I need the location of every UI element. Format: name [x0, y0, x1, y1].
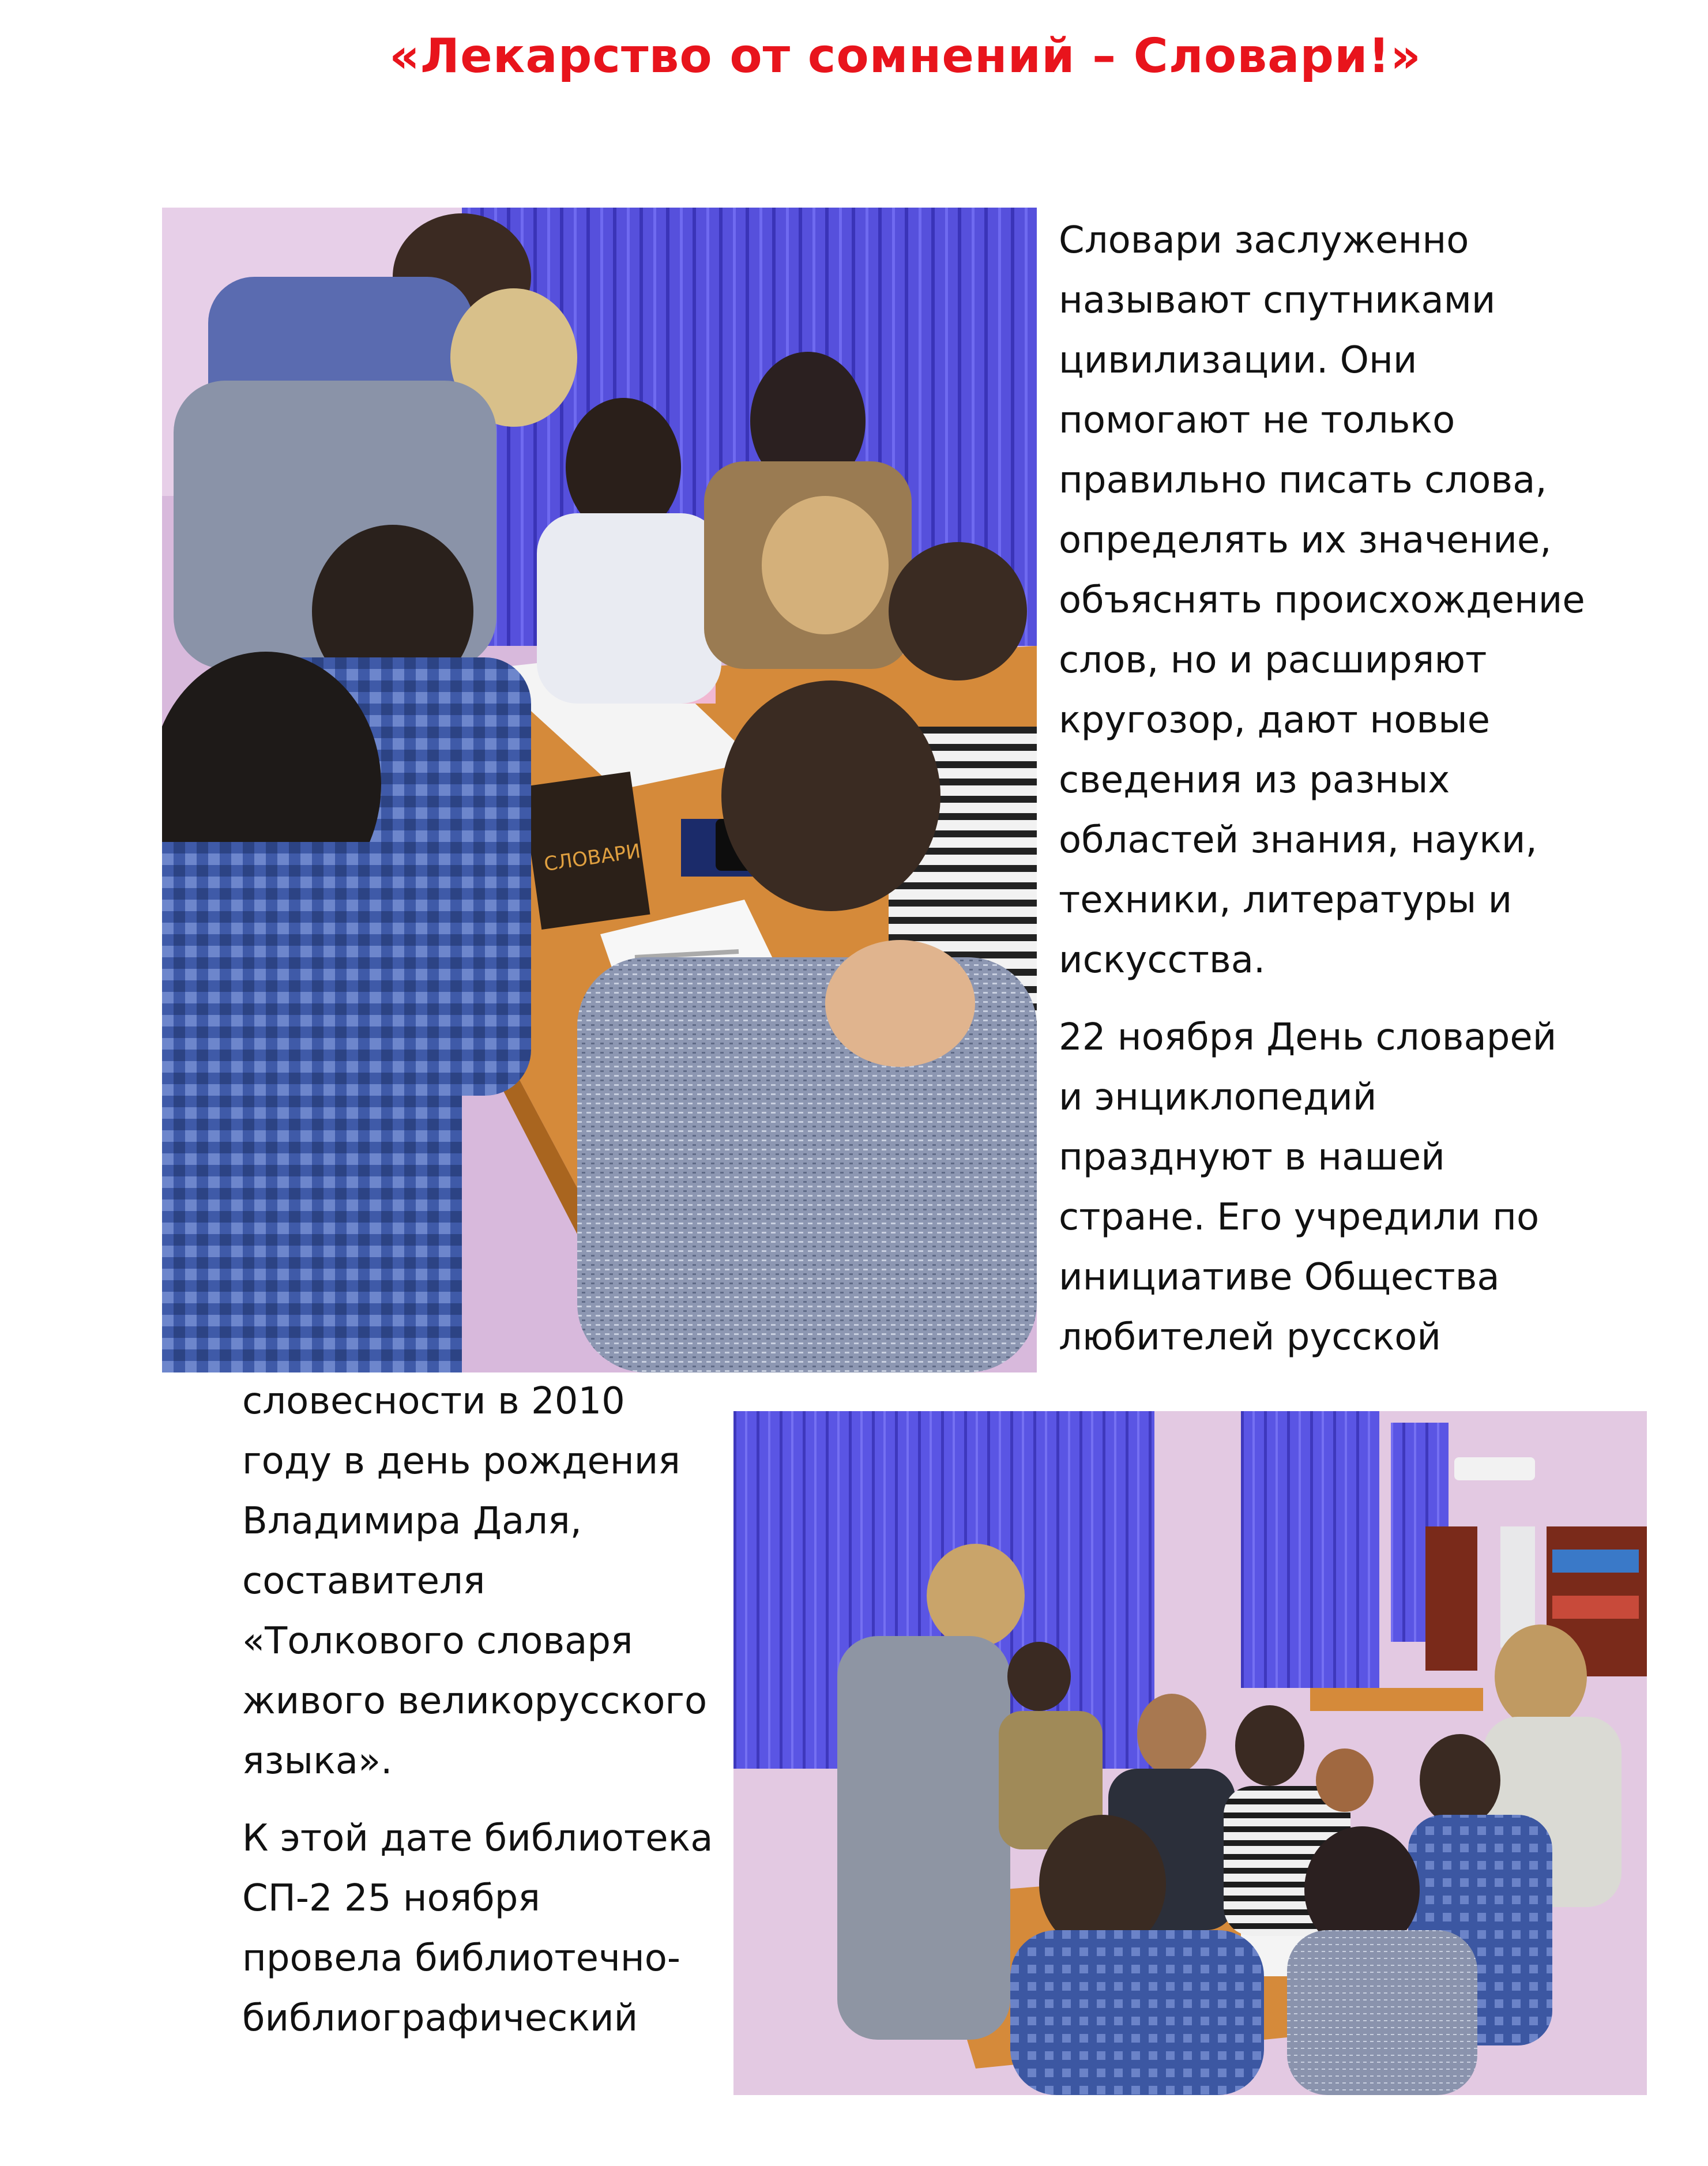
text-line: стране. Его учредили по	[1059, 1196, 1540, 1239]
paragraph-dal-birthday	[242, 1371, 715, 1791]
text-line: СП-2 25 ноября	[242, 1877, 540, 1920]
text-line: Владимира Даля,	[242, 1500, 582, 1543]
text-line: живого великорусского	[242, 1680, 708, 1723]
text-line: Словари заслуженно	[1059, 219, 1469, 262]
text-line: называют спутниками	[1059, 279, 1496, 322]
text-line: областей знания, науки,	[1059, 819, 1537, 862]
text-line: определять их значение,	[1059, 519, 1552, 562]
text-line: инициативе Общества	[1059, 1256, 1500, 1299]
text-line: помогают не только	[1059, 399, 1455, 442]
text-line: библиографический	[242, 1997, 638, 2040]
text-line: «Толкового словаря	[242, 1620, 633, 1663]
text-line: и энциклопедий	[1059, 1076, 1377, 1119]
text-line: 22 ноября День словарей	[1059, 1016, 1557, 1059]
paragraph-dictionaries-intro	[1059, 210, 1693, 990]
paragraph-dictionary-day	[1059, 1007, 1693, 1367]
paragraph-library-event	[242, 1808, 715, 2048]
text-line: празднуют в нашей	[1059, 1136, 1445, 1179]
text-line: искусства.	[1059, 939, 1266, 982]
text-line: году в день рождения	[242, 1440, 680, 1483]
photo-library-classroom	[733, 1411, 1647, 2095]
text-line: любителей русской	[1059, 1316, 1441, 1359]
article-text-left-column	[242, 1371, 715, 2048]
photo-students-at-table	[162, 208, 1037, 1372]
text-line: правильно писать слова,	[1059, 459, 1547, 502]
text-line: провела библиотечно-	[242, 1937, 680, 1980]
text-line: слов, но и расширяют	[1059, 639, 1487, 682]
article-text-right-column	[1059, 210, 1693, 1367]
text-line: объяснять происхождение	[1059, 579, 1585, 622]
text-line: составителя	[242, 1560, 486, 1603]
page-title: «Лекарство от сомнений – Словари!»	[389, 29, 1421, 84]
text-line: языка».	[242, 1740, 393, 1783]
text-line: кругозор, дают новые	[1059, 699, 1491, 742]
text-line: К этой дате библиотека	[242, 1817, 713, 1860]
text-line: техники, литературы и	[1059, 879, 1513, 922]
book-cover-title: СЛОВАРИ	[542, 840, 642, 877]
text-line: цивилизации. Они	[1059, 339, 1417, 382]
text-line: сведения из разных	[1059, 759, 1450, 802]
text-line: словесности в 2010	[242, 1380, 625, 1423]
